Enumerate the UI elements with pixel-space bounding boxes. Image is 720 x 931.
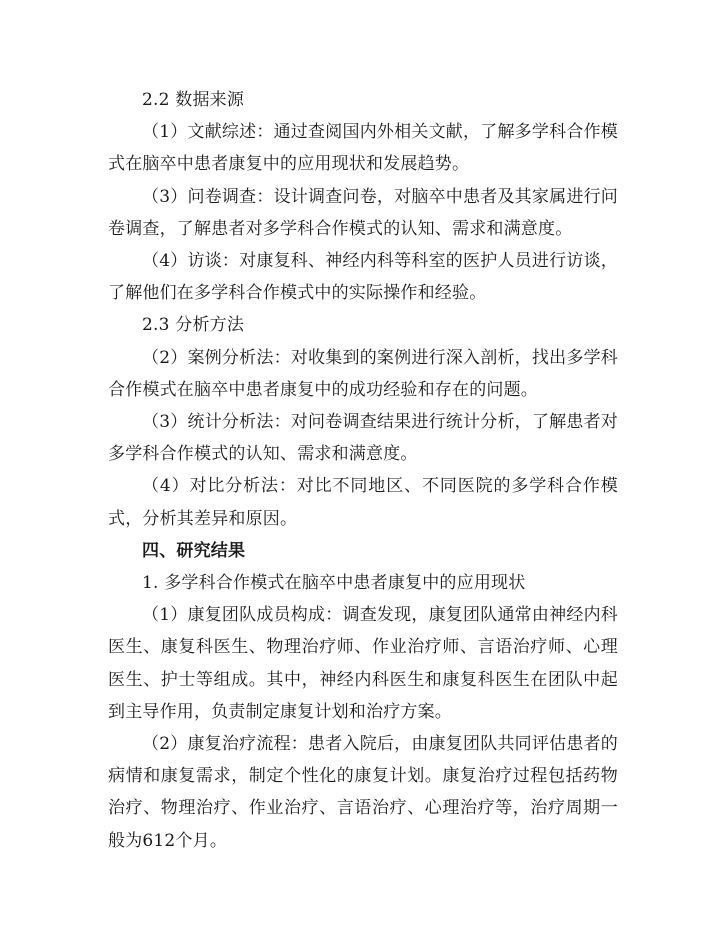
paragraph-comparative-analysis: （4）对比分析法：对比不同地区、不同医院的多学科合作模式，分析其差异和原因。 <box>108 476 618 529</box>
paragraph-interview: （4）访谈：对康复科、神经内科等科室的医护人员进行访谈，了解他们在多学科合作模式中的实际操作和经验。 <box>108 251 618 304</box>
paragraph-literature-review: （1）文献综述：通过查阅国内外相关文献，了解多学科合作模式在脑卒中患者康复中的应用现状和发展趋势。 <box>108 122 618 175</box>
subheading-data-source: 2.2 数据来源 <box>142 90 245 110</box>
subheading-application-status: 1. 多学科合作模式在脑卒中患者康复中的应用现状 <box>142 573 526 594</box>
document-body <box>108 84 618 857</box>
section-heading-results: 四、研究结果 <box>142 540 246 561</box>
paragraph-questionnaire: （3）问卷调查：设计调查问卷，对脑卒中患者及其家属进行问卷调查，了解患者对多学科合作模式的认知、需求和满意度。 <box>108 186 618 239</box>
subheading-analysis-methods: 2.3 分析方法 <box>142 315 245 336</box>
paragraph-case-analysis: （2）案例分析法：对收集到的案例进行深入剖析，找出多学科合作模式在脑卒中患者康复中的成功经验和存在的问题。 <box>108 347 618 400</box>
paragraph-treatment-process: （2）康复治疗流程：患者入院后，由康复团队共同评估患者的病情和康复需求，制定个性化的康复计划。康复治疗过程包括药物治疗、物理治疗、作业治疗、言语治疗、心理治疗等，治疗周期一般为612个月。 <box>108 734 618 851</box>
paragraph-statistical-analysis: （3）统计分析法：对问卷调查结果进行统计分析，了解患者对多学科合作模式的认知、需求和满意度。 <box>108 412 618 465</box>
paragraph-team-composition: （1）康复团队成员构成：调查发现，康复团队通常由神经内科医生、康复科医生、物理治疗师、作业治疗师、言语治疗师、心理医生、护士等组成。其中，神经内科医生和康复科医生在团队中起到主导作用，负责制定康复计划和治疗方案。 <box>108 605 618 722</box>
